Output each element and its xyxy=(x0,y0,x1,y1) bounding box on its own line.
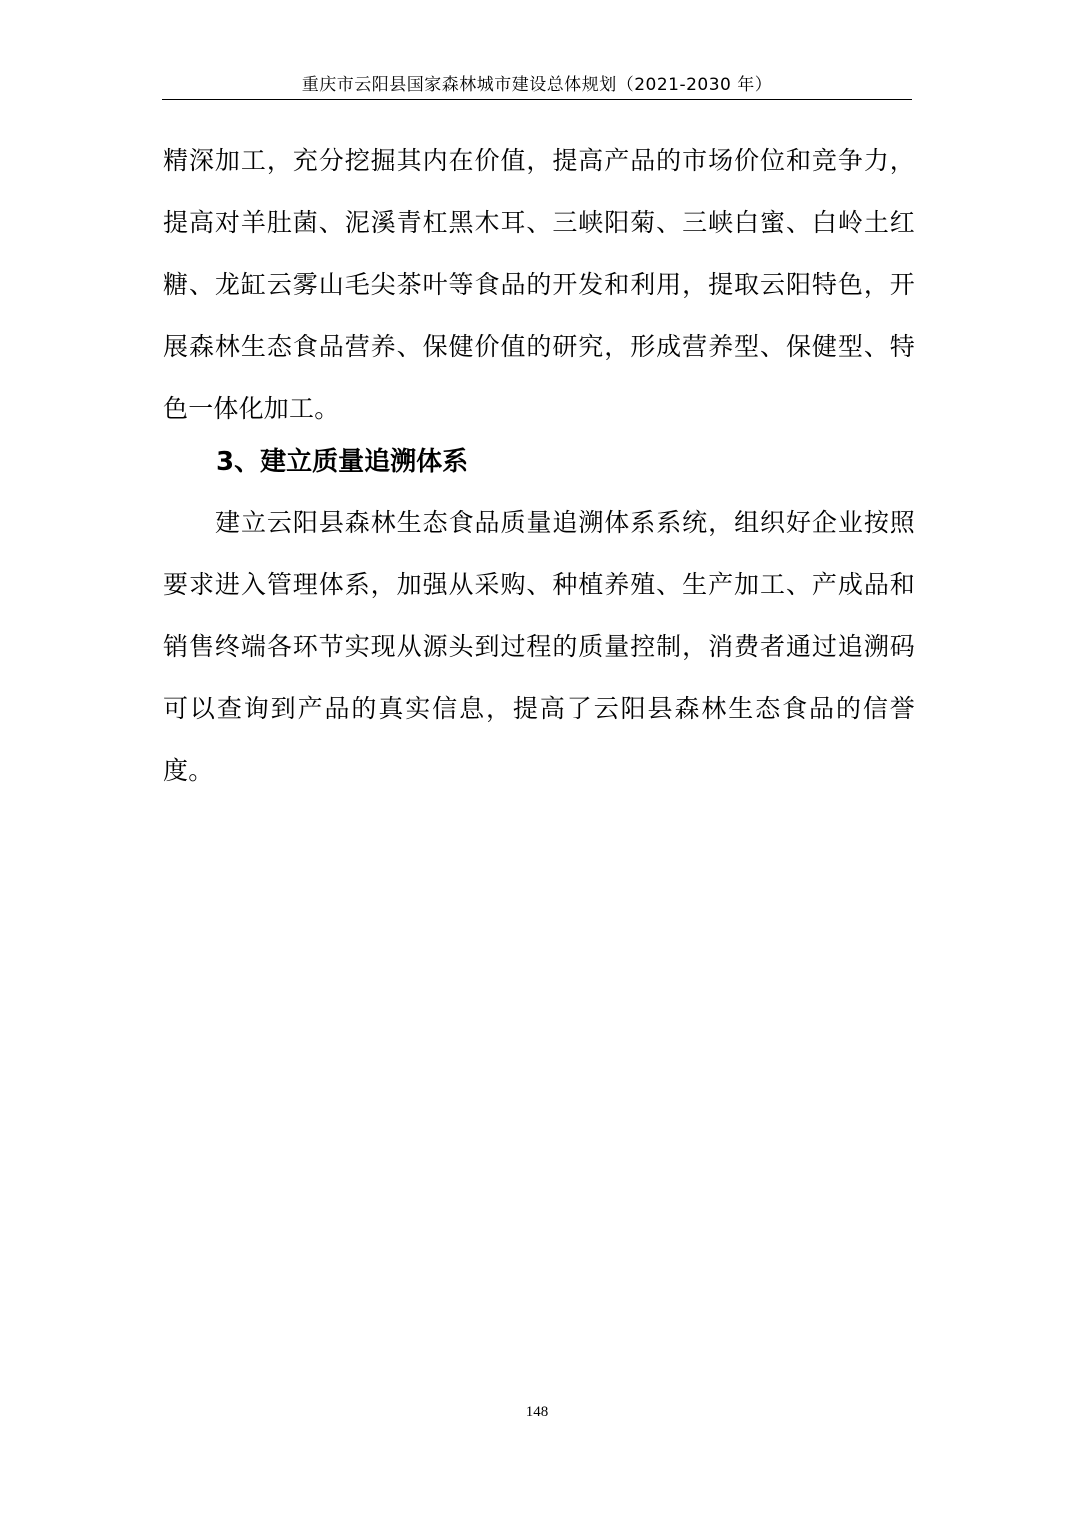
page-number: 148 xyxy=(525,1404,549,1420)
header-divider xyxy=(162,99,912,100)
section-heading: 3、建立质量追溯体系 xyxy=(216,447,469,477)
body-paragraph-1: 精深加工，充分挖掘其内在价值，提高产品的市场价位和竞争力，提高对羊肚菌、泥溪青杠黑木耳、三峡阳菊、三峡白蜜、白岭土红糖、龙缸云雾山毛尖茶叶等食品的开发和利用，提取云阳特色，开展森林生态食品营养、保健价值的研究，形成营养型、保健型、特色一体化加工。 xyxy=(163,146,915,423)
body-paragraph-2: 建立云阳县森林生态食品质量追溯体系系统，组织好企业按照要求进入管理体系，加强从采购、种植养殖、生产加工、产成品和销售终端各环节实现从源头到过程的质量控制，消费者通过追溯码可以查询到产品的真实信息，提高了云阳县森林生态食品的信誉度。 xyxy=(163,508,915,785)
running-header-title: 重庆市云阳县国家森林城市建设总体规划（2021-2030 年） xyxy=(301,75,773,95)
